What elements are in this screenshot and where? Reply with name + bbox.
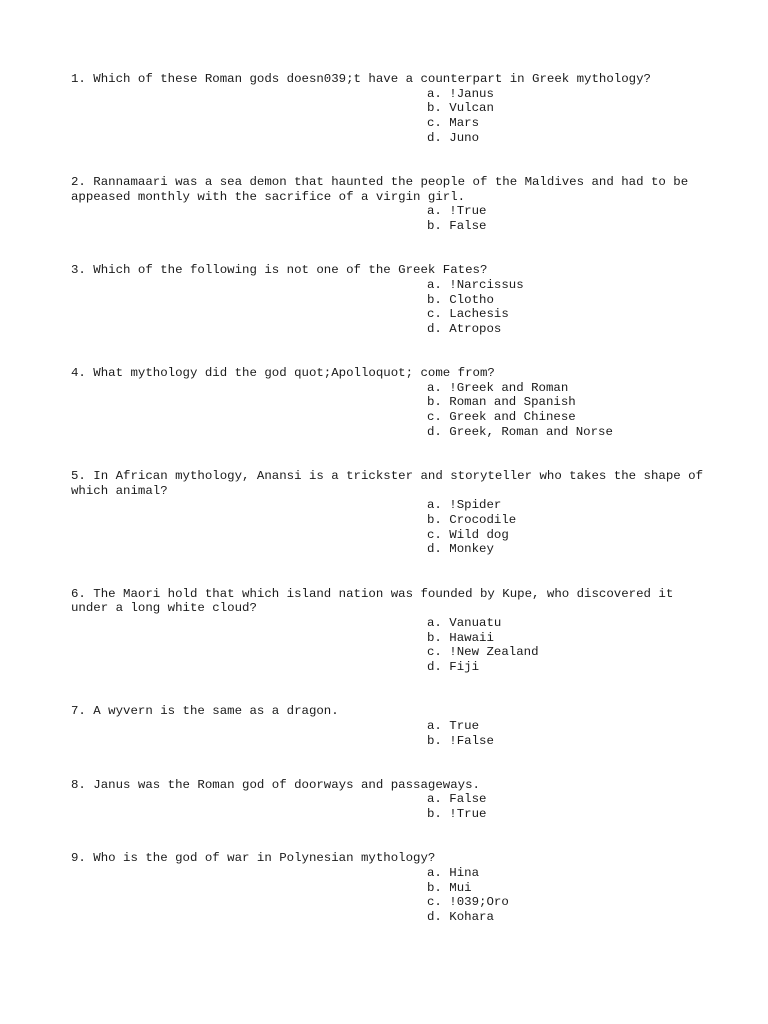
option-a: a. Vanuatu [427, 615, 502, 630]
question-5 [71, 469, 711, 557]
option-a: a. !Greek and Roman [427, 380, 569, 395]
answer-options [71, 792, 711, 821]
option-c: c. Wild dog [427, 527, 509, 542]
question-2 [71, 175, 711, 234]
option-c: c. !New Zealand [427, 645, 539, 660]
option-b: b. Clotho [427, 292, 494, 307]
option-a: a. False [427, 792, 487, 807]
answer-options [71, 381, 711, 440]
answer-options [71, 278, 711, 337]
question-text: 1. Which of these Roman gods doesn039;t have a counterpart in Greek mythology? [71, 72, 651, 86]
question-text: 4. What mythology did the god quot;Apolloquot; come from? [71, 366, 495, 381]
option-d: d. Greek, Roman and Norse [427, 424, 613, 439]
question-3 [71, 263, 711, 337]
option-b: b. False [427, 219, 487, 234]
option-d: d. Fiji [427, 660, 480, 675]
question-4 [71, 366, 711, 440]
question-9 [71, 851, 711, 925]
quiz-document [71, 72, 711, 925]
option-d: d. Monkey [427, 542, 494, 557]
answer-options [71, 616, 711, 675]
option-b: b. Mui [427, 880, 472, 895]
answer-options [71, 498, 711, 557]
answer-options [71, 87, 711, 146]
option-d: d. Atropos [427, 321, 502, 336]
option-a: a. !True [427, 204, 487, 219]
option-b: b. Vulcan [427, 101, 494, 116]
question-text: 9. Who is the god of war in Polynesian mythology? [71, 851, 436, 866]
question-8 [71, 778, 711, 822]
option-b: b. !True [427, 807, 487, 822]
option-d: d. Juno [427, 130, 480, 145]
option-c: c. Lachesis [427, 307, 509, 322]
option-a: a. !Narcissus [427, 277, 524, 292]
question-text: 8. Janus was the Roman god of doorways and passageways. [71, 777, 480, 792]
option-a: a. True [427, 718, 480, 733]
option-b: b. Roman and Spanish [427, 395, 576, 410]
answer-options [71, 866, 711, 925]
option-d: d. Kohara [427, 909, 494, 924]
option-a: a. Hina [427, 865, 480, 880]
question-text: 6. The Maori hold that which island nation was founded by Kupe, who discovered it under a long white cloud? [71, 586, 681, 616]
option-a: a. !Janus [427, 86, 494, 101]
option-a: a. !Spider [427, 498, 502, 513]
option-b: b. !False [427, 733, 494, 748]
question-text: 3. Which of the following is not one of the Greek Fates? [71, 263, 488, 278]
option-b: b. Crocodile [427, 513, 517, 528]
option-c: c. !039;Oro [427, 895, 509, 910]
question-text: 7. A wyvern is the same as a dragon. [71, 704, 339, 719]
option-c: c. Mars [427, 116, 480, 131]
option-b: b. Hawaii [427, 630, 494, 645]
answer-options [71, 719, 711, 748]
option-c: c. Greek and Chinese [427, 410, 576, 425]
question-text: 5. In African mythology, Anansi is a trickster and storyteller who takes the shape of which animal? [71, 468, 711, 498]
question-text: 2. Rannamaari was a sea demon that haunted the people of the Maldives and had to be appeased monthly with the sacrifice of a virgin girl. [71, 174, 696, 204]
question-1 [71, 72, 711, 146]
question-7 [71, 704, 711, 748]
answer-options [71, 204, 711, 233]
question-6 [71, 587, 711, 675]
